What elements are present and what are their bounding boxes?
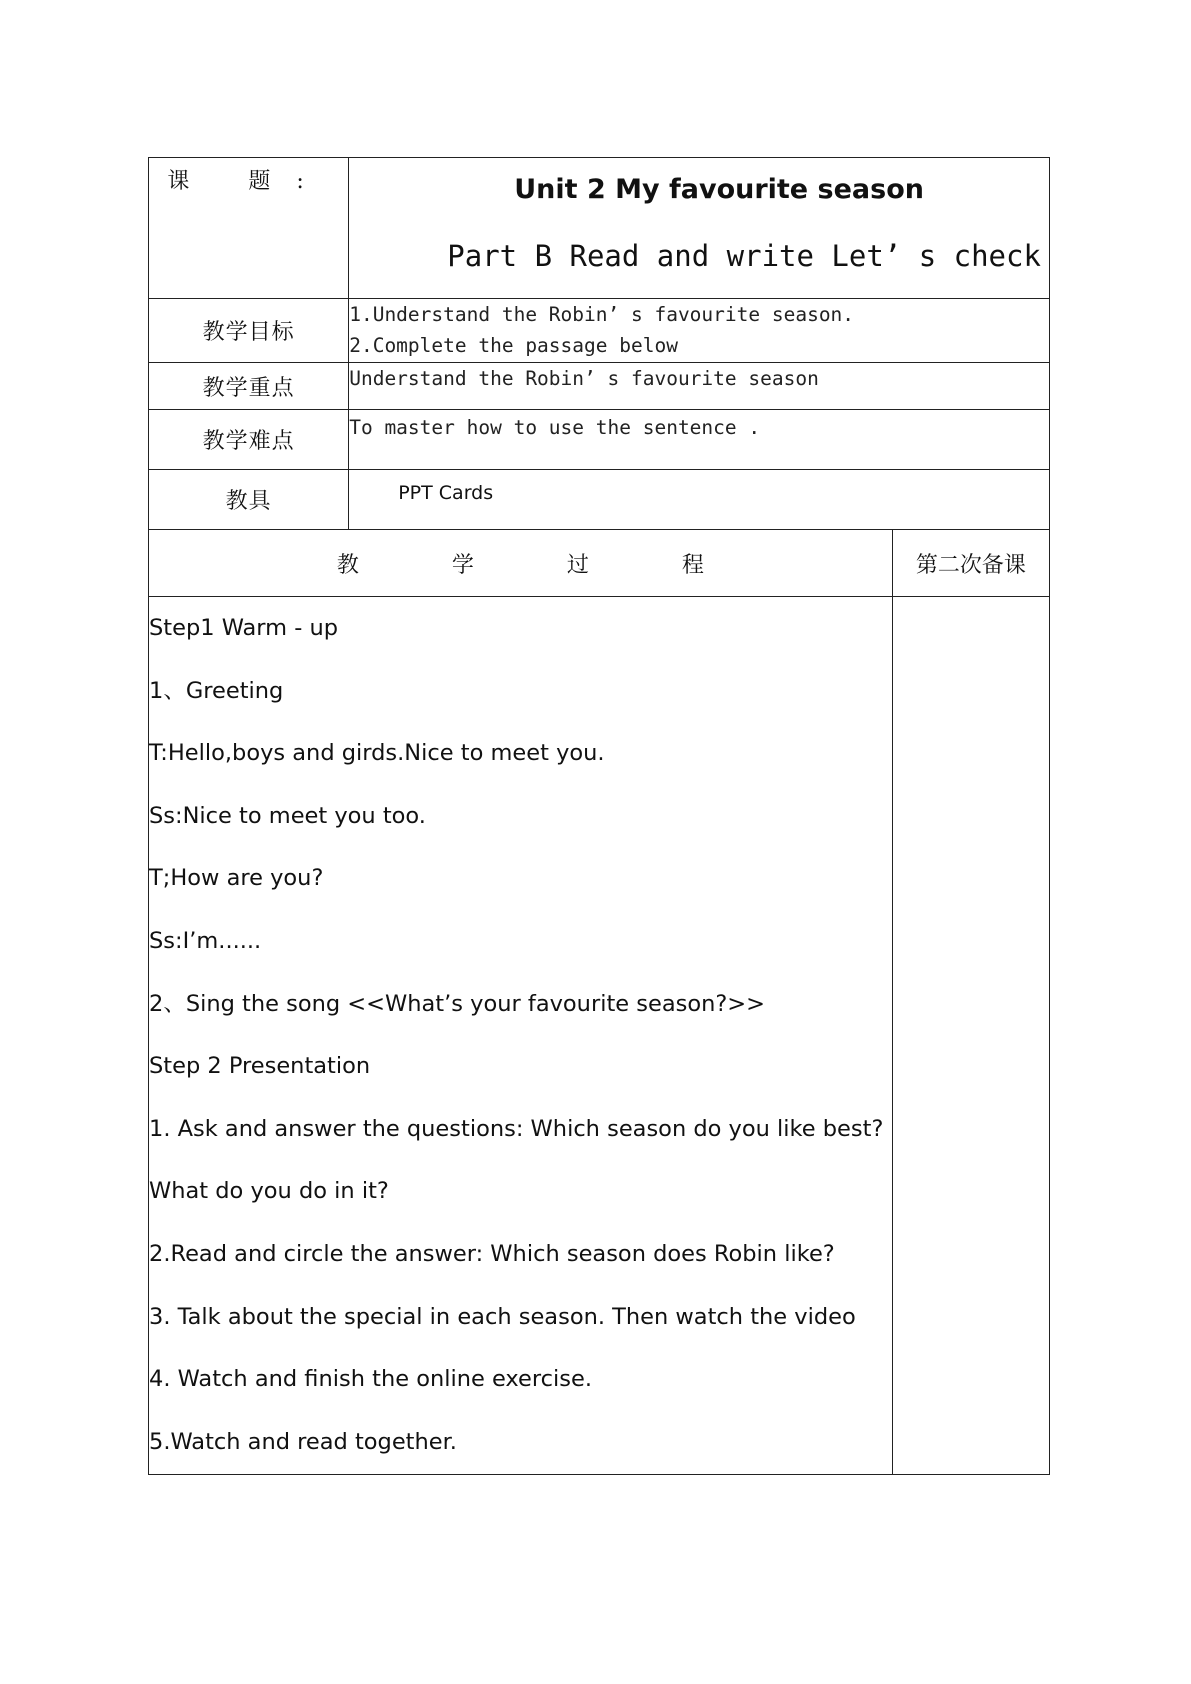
process-body-row (149, 597, 1050, 1475)
second-prep-header: 第二次备课 (892, 530, 1049, 597)
process-header-char: 教 (336, 552, 359, 578)
objective-line: 1.Understand the Robin’ s favourite season. (349, 303, 855, 326)
process-line: T:Hello,boys and girds.Nice to meet you. (149, 740, 605, 767)
title-cell (349, 158, 1050, 299)
aids-label: 教具 (149, 470, 349, 530)
process-line: 1. Ask and answer the questions: Which season do you like best? (149, 1115, 884, 1142)
lesson-plan-table (148, 157, 1050, 1475)
process-line: What do you do in it? (149, 1178, 389, 1205)
objectives-content (349, 299, 1050, 363)
difficulties-content: To master how to use the sentence . (349, 410, 1050, 470)
process-line: Ss:Nice to meet you too. (149, 802, 426, 829)
lesson-title: Unit 2 My favourite season (514, 174, 924, 205)
topic-label: 课 题: (149, 158, 349, 299)
process-header-char: 程 (681, 552, 704, 578)
process-line: 2、Sing the song <<What’s your favourite season?>> (149, 990, 766, 1017)
process-line: 1、Greeting (149, 677, 284, 704)
difficulties-label: 教学难点 (149, 410, 349, 470)
key-points-label: 教学重点 (149, 363, 349, 410)
process-content (149, 597, 893, 1475)
process-line: 2.Read and circle the answer: Which season does Robin like? (149, 1240, 835, 1267)
process-line: Step 2 Presentation (149, 1053, 371, 1080)
process-line: 4. Watch and finish the online exercise. (149, 1366, 592, 1393)
process-lines (149, 597, 892, 1473)
difficulties-row (149, 410, 1050, 470)
key-points-row (149, 363, 1050, 410)
process-line: 3. Talk about the special in each season. Then watch the video (149, 1303, 856, 1330)
key-points-content: Understand the Robin’ s favourite season (349, 363, 1050, 410)
process-line: 5.Watch and read together. (149, 1428, 457, 1455)
process-header-char: 过 (566, 552, 589, 578)
objectives-label: 教学目标 (149, 299, 349, 363)
objectives-row (149, 299, 1050, 363)
process-line: T;How are you? (149, 865, 324, 892)
second-prep-notes (892, 597, 1049, 1475)
lesson-subtitle: Part B Read and write Let’ s check (447, 239, 1041, 273)
process-header (149, 530, 893, 597)
process-line: Ss:I’m...... (149, 927, 262, 954)
objective-line: 2.Complete the passage below (349, 334, 678, 357)
process-line: Step1 Warm - up (149, 615, 339, 641)
process-header-char: 学 (451, 552, 474, 578)
process-header-row (149, 530, 1050, 597)
aids-row (149, 470, 1050, 530)
title-row (149, 158, 1050, 299)
aids-content: PPT Cards (349, 470, 1050, 530)
